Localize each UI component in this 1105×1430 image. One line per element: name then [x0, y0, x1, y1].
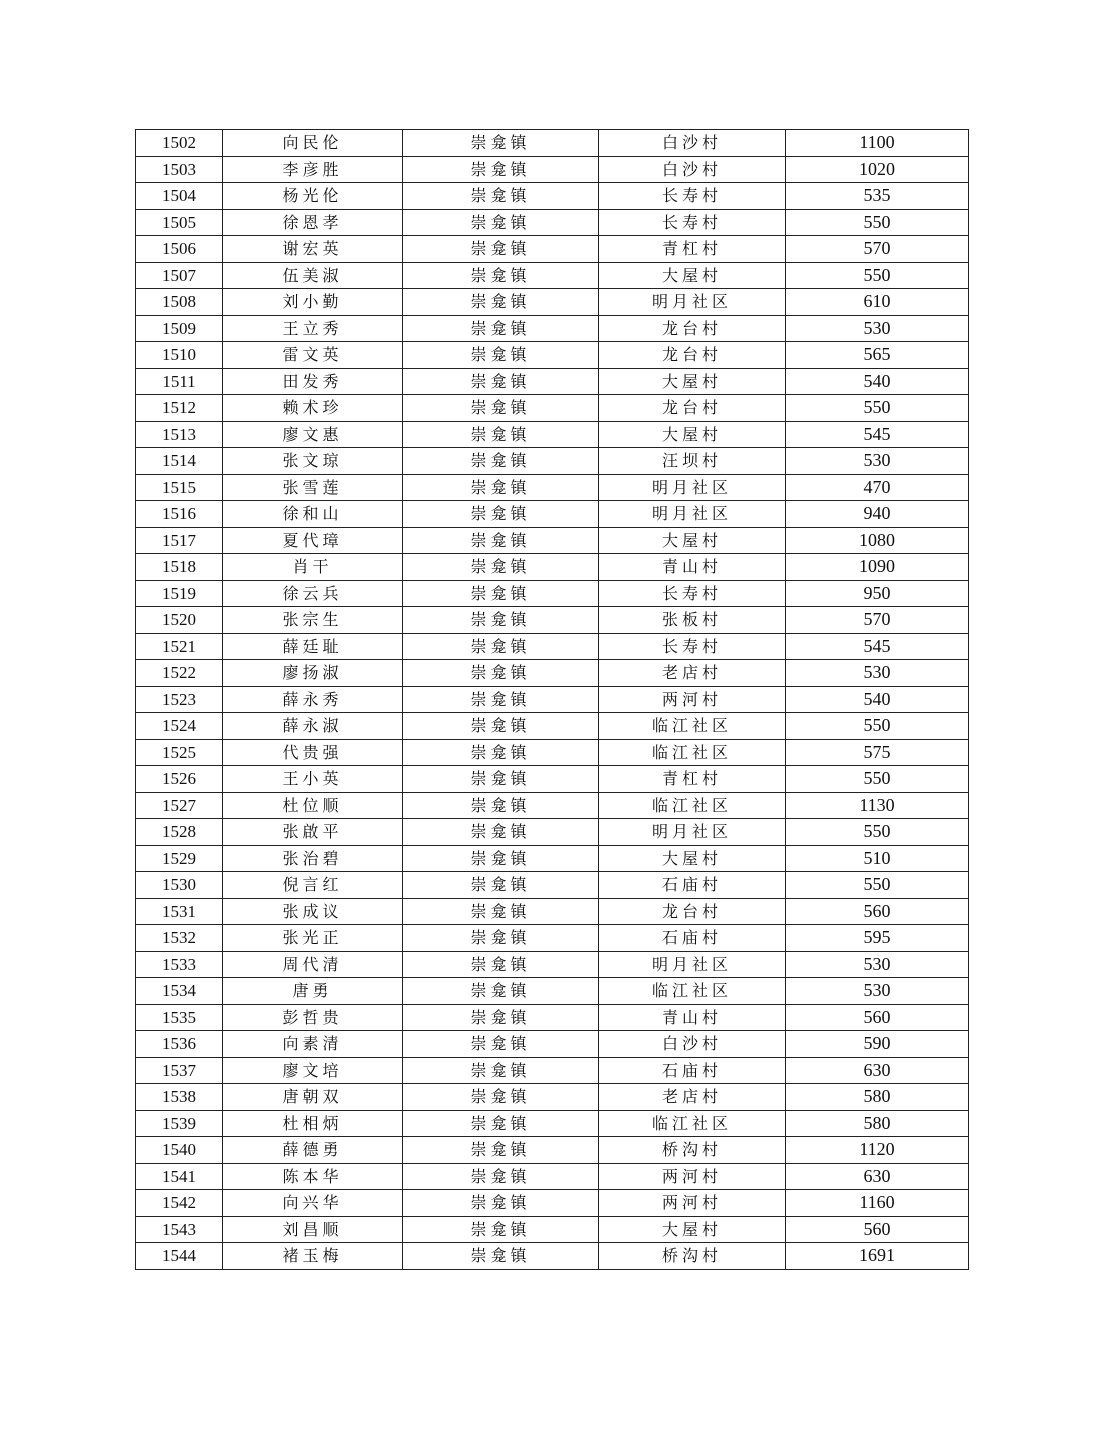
village-cell: 青杠村 — [599, 766, 786, 793]
record-number-cell: 1521 — [136, 633, 223, 660]
amount-cell: 530 — [786, 660, 969, 687]
name-cell: 陈本华 — [223, 1163, 403, 1190]
records-table — [135, 129, 969, 1270]
town-cell: 崇龛镇 — [403, 501, 599, 528]
name-cell: 廖文培 — [223, 1057, 403, 1084]
amount-cell: 630 — [786, 1163, 969, 1190]
name-cell: 唐勇 — [223, 978, 403, 1005]
amount-cell: 560 — [786, 898, 969, 925]
record-number-cell: 1536 — [136, 1031, 223, 1058]
town-cell: 崇龛镇 — [403, 1190, 599, 1217]
name-cell: 向兴华 — [223, 1190, 403, 1217]
amount-cell: 550 — [786, 713, 969, 740]
name-cell: 向民伦 — [223, 130, 403, 157]
amount-cell: 565 — [786, 342, 969, 369]
amount-cell: 610 — [786, 289, 969, 316]
record-number-cell: 1509 — [136, 315, 223, 342]
town-cell: 崇龛镇 — [403, 1243, 599, 1270]
amount-cell: 1080 — [786, 527, 969, 554]
record-number-cell: 1544 — [136, 1243, 223, 1270]
town-cell: 崇龛镇 — [403, 395, 599, 422]
village-cell: 大屋村 — [599, 845, 786, 872]
table-row — [136, 819, 969, 846]
table-row — [136, 766, 969, 793]
village-cell: 两河村 — [599, 686, 786, 713]
town-cell: 崇龛镇 — [403, 872, 599, 899]
record-number-cell: 1526 — [136, 766, 223, 793]
town-cell: 崇龛镇 — [403, 289, 599, 316]
town-cell: 崇龛镇 — [403, 951, 599, 978]
amount-cell: 550 — [786, 209, 969, 236]
town-cell: 崇龛镇 — [403, 1031, 599, 1058]
name-cell: 杜相炳 — [223, 1110, 403, 1137]
record-number-cell: 1518 — [136, 554, 223, 581]
table-row — [136, 421, 969, 448]
name-cell: 徐恩孝 — [223, 209, 403, 236]
town-cell: 崇龛镇 — [403, 130, 599, 157]
table-row — [136, 951, 969, 978]
record-number-cell: 1528 — [136, 819, 223, 846]
amount-cell: 550 — [786, 766, 969, 793]
amount-cell: 570 — [786, 607, 969, 634]
name-cell: 唐朝双 — [223, 1084, 403, 1111]
name-cell: 谢宏英 — [223, 236, 403, 263]
amount-cell: 545 — [786, 421, 969, 448]
table-row — [136, 554, 969, 581]
town-cell: 崇龛镇 — [403, 845, 599, 872]
table-row — [136, 898, 969, 925]
village-cell: 石庙村 — [599, 1057, 786, 1084]
name-cell: 薛永淑 — [223, 713, 403, 740]
table-row — [136, 1084, 969, 1111]
records-table-body — [136, 130, 969, 1270]
town-cell: 崇龛镇 — [403, 1216, 599, 1243]
name-cell: 刘小勤 — [223, 289, 403, 316]
table-row — [136, 395, 969, 422]
village-cell: 大屋村 — [599, 421, 786, 448]
village-cell: 青杠村 — [599, 236, 786, 263]
record-number-cell: 1506 — [136, 236, 223, 263]
village-cell: 大屋村 — [599, 368, 786, 395]
table-row — [136, 1216, 969, 1243]
table-row — [136, 236, 969, 263]
table-row — [136, 342, 969, 369]
amount-cell: 530 — [786, 978, 969, 1005]
table-row — [136, 1243, 969, 1270]
village-cell: 临江社区 — [599, 1110, 786, 1137]
table-row — [136, 130, 969, 157]
name-cell: 张成议 — [223, 898, 403, 925]
table-row — [136, 1137, 969, 1164]
name-cell: 张光正 — [223, 925, 403, 952]
record-number-cell: 1529 — [136, 845, 223, 872]
name-cell: 廖文惠 — [223, 421, 403, 448]
record-number-cell: 1505 — [136, 209, 223, 236]
record-number-cell: 1523 — [136, 686, 223, 713]
village-cell: 临江社区 — [599, 978, 786, 1005]
village-cell: 青山村 — [599, 1004, 786, 1031]
name-cell: 杜位顺 — [223, 792, 403, 819]
record-number-cell: 1520 — [136, 607, 223, 634]
village-cell: 两河村 — [599, 1163, 786, 1190]
table-row — [136, 315, 969, 342]
name-cell: 张文琼 — [223, 448, 403, 475]
record-number-cell: 1510 — [136, 342, 223, 369]
town-cell: 崇龛镇 — [403, 1110, 599, 1137]
name-cell: 向素清 — [223, 1031, 403, 1058]
town-cell: 崇龛镇 — [403, 739, 599, 766]
table-row — [136, 1057, 969, 1084]
record-number-cell: 1525 — [136, 739, 223, 766]
name-cell: 王立秀 — [223, 315, 403, 342]
town-cell: 崇龛镇 — [403, 1084, 599, 1111]
amount-cell: 470 — [786, 474, 969, 501]
name-cell: 薛永秀 — [223, 686, 403, 713]
record-number-cell: 1502 — [136, 130, 223, 157]
table-row — [136, 633, 969, 660]
town-cell: 崇龛镇 — [403, 792, 599, 819]
table-row — [136, 978, 969, 1005]
record-number-cell: 1517 — [136, 527, 223, 554]
name-cell: 薛廷耻 — [223, 633, 403, 660]
record-number-cell: 1504 — [136, 183, 223, 210]
village-cell: 临江社区 — [599, 792, 786, 819]
town-cell: 崇龛镇 — [403, 686, 599, 713]
town-cell: 崇龛镇 — [403, 448, 599, 475]
village-cell: 龙台村 — [599, 342, 786, 369]
table-row — [136, 580, 969, 607]
town-cell: 崇龛镇 — [403, 925, 599, 952]
amount-cell: 560 — [786, 1004, 969, 1031]
village-cell: 龙台村 — [599, 898, 786, 925]
name-cell: 徐和山 — [223, 501, 403, 528]
amount-cell: 530 — [786, 315, 969, 342]
record-number-cell: 1527 — [136, 792, 223, 819]
record-number-cell: 1531 — [136, 898, 223, 925]
town-cell: 崇龛镇 — [403, 183, 599, 210]
village-cell: 临江社区 — [599, 739, 786, 766]
name-cell: 周代清 — [223, 951, 403, 978]
amount-cell: 530 — [786, 951, 969, 978]
record-number-cell: 1541 — [136, 1163, 223, 1190]
table-row — [136, 1163, 969, 1190]
name-cell: 杨光伦 — [223, 183, 403, 210]
table-row — [136, 448, 969, 475]
record-number-cell: 1540 — [136, 1137, 223, 1164]
table-row — [136, 368, 969, 395]
town-cell: 崇龛镇 — [403, 1163, 599, 1190]
village-cell: 石庙村 — [599, 925, 786, 952]
name-cell: 薛德勇 — [223, 1137, 403, 1164]
town-cell: 崇龛镇 — [403, 660, 599, 687]
table-row — [136, 262, 969, 289]
amount-cell: 950 — [786, 580, 969, 607]
amount-cell: 1160 — [786, 1190, 969, 1217]
table-row — [136, 474, 969, 501]
village-cell: 长寿村 — [599, 209, 786, 236]
name-cell: 田发秀 — [223, 368, 403, 395]
name-cell: 雷文英 — [223, 342, 403, 369]
amount-cell: 1090 — [786, 554, 969, 581]
amount-cell: 550 — [786, 262, 969, 289]
record-number-cell: 1519 — [136, 580, 223, 607]
amount-cell: 540 — [786, 368, 969, 395]
name-cell: 代贵强 — [223, 739, 403, 766]
amount-cell: 1100 — [786, 130, 969, 157]
town-cell: 崇龛镇 — [403, 554, 599, 581]
record-number-cell: 1530 — [136, 872, 223, 899]
name-cell: 王小英 — [223, 766, 403, 793]
village-cell: 大屋村 — [599, 1216, 786, 1243]
table-row — [136, 925, 969, 952]
town-cell: 崇龛镇 — [403, 342, 599, 369]
village-cell: 白沙村 — [599, 1031, 786, 1058]
town-cell: 崇龛镇 — [403, 607, 599, 634]
table-row — [136, 660, 969, 687]
record-number-cell: 1532 — [136, 925, 223, 952]
village-cell: 大屋村 — [599, 262, 786, 289]
village-cell: 青山村 — [599, 554, 786, 581]
village-cell: 桥沟村 — [599, 1137, 786, 1164]
village-cell: 长寿村 — [599, 580, 786, 607]
town-cell: 崇龛镇 — [403, 1057, 599, 1084]
village-cell: 明月社区 — [599, 951, 786, 978]
record-number-cell: 1535 — [136, 1004, 223, 1031]
amount-cell: 540 — [786, 686, 969, 713]
record-number-cell: 1539 — [136, 1110, 223, 1137]
table-row — [136, 1004, 969, 1031]
amount-cell: 535 — [786, 183, 969, 210]
table-row — [136, 607, 969, 634]
table-row — [136, 527, 969, 554]
name-cell: 倪言红 — [223, 872, 403, 899]
village-cell: 明月社区 — [599, 501, 786, 528]
name-cell: 伍美淑 — [223, 262, 403, 289]
name-cell: 徐云兵 — [223, 580, 403, 607]
village-cell: 龙台村 — [599, 315, 786, 342]
table-row — [136, 739, 969, 766]
name-cell: 廖扬淑 — [223, 660, 403, 687]
town-cell: 崇龛镇 — [403, 633, 599, 660]
town-cell: 崇龛镇 — [403, 713, 599, 740]
table-row — [136, 209, 969, 236]
record-number-cell: 1512 — [136, 395, 223, 422]
amount-cell: 580 — [786, 1110, 969, 1137]
town-cell: 崇龛镇 — [403, 368, 599, 395]
village-cell: 龙台村 — [599, 395, 786, 422]
amount-cell: 1130 — [786, 792, 969, 819]
town-cell: 崇龛镇 — [403, 527, 599, 554]
table-row — [136, 183, 969, 210]
table-row — [136, 872, 969, 899]
village-cell: 临江社区 — [599, 713, 786, 740]
village-cell: 白沙村 — [599, 156, 786, 183]
village-cell: 明月社区 — [599, 474, 786, 501]
amount-cell: 940 — [786, 501, 969, 528]
table-row — [136, 501, 969, 528]
village-cell: 长寿村 — [599, 633, 786, 660]
amount-cell: 560 — [786, 1216, 969, 1243]
name-cell: 张雪莲 — [223, 474, 403, 501]
record-number-cell: 1513 — [136, 421, 223, 448]
village-cell: 汪坝村 — [599, 448, 786, 475]
amount-cell: 575 — [786, 739, 969, 766]
record-number-cell: 1503 — [136, 156, 223, 183]
village-cell: 长寿村 — [599, 183, 786, 210]
table-row — [136, 686, 969, 713]
town-cell: 崇龛镇 — [403, 1137, 599, 1164]
village-cell: 明月社区 — [599, 819, 786, 846]
record-number-cell: 1507 — [136, 262, 223, 289]
town-cell: 崇龛镇 — [403, 978, 599, 1005]
village-cell: 张板村 — [599, 607, 786, 634]
record-number-cell: 1538 — [136, 1084, 223, 1111]
town-cell: 崇龛镇 — [403, 474, 599, 501]
town-cell: 崇龛镇 — [403, 209, 599, 236]
amount-cell: 550 — [786, 819, 969, 846]
name-cell: 张啟平 — [223, 819, 403, 846]
name-cell: 刘昌顺 — [223, 1216, 403, 1243]
village-cell: 桥沟村 — [599, 1243, 786, 1270]
name-cell: 夏代璋 — [223, 527, 403, 554]
amount-cell: 530 — [786, 448, 969, 475]
town-cell: 崇龛镇 — [403, 580, 599, 607]
record-number-cell: 1508 — [136, 289, 223, 316]
record-number-cell: 1537 — [136, 1057, 223, 1084]
amount-cell: 590 — [786, 1031, 969, 1058]
name-cell: 彭哲贵 — [223, 1004, 403, 1031]
name-cell: 张治碧 — [223, 845, 403, 872]
town-cell: 崇龛镇 — [403, 819, 599, 846]
town-cell: 崇龛镇 — [403, 236, 599, 263]
record-number-cell: 1524 — [136, 713, 223, 740]
town-cell: 崇龛镇 — [403, 315, 599, 342]
village-cell: 大屋村 — [599, 527, 786, 554]
record-number-cell: 1522 — [136, 660, 223, 687]
name-cell: 李彦胜 — [223, 156, 403, 183]
village-cell: 老店村 — [599, 1084, 786, 1111]
table-row — [136, 1190, 969, 1217]
record-number-cell: 1534 — [136, 978, 223, 1005]
amount-cell: 1020 — [786, 156, 969, 183]
name-cell: 张宗生 — [223, 607, 403, 634]
town-cell: 崇龛镇 — [403, 898, 599, 925]
name-cell: 赖术珍 — [223, 395, 403, 422]
amount-cell: 630 — [786, 1057, 969, 1084]
record-number-cell: 1542 — [136, 1190, 223, 1217]
amount-cell: 570 — [786, 236, 969, 263]
amount-cell: 595 — [786, 925, 969, 952]
village-cell: 两河村 — [599, 1190, 786, 1217]
record-number-cell: 1511 — [136, 368, 223, 395]
amount-cell: 550 — [786, 872, 969, 899]
table-row — [136, 1110, 969, 1137]
amount-cell: 580 — [786, 1084, 969, 1111]
record-number-cell: 1515 — [136, 474, 223, 501]
town-cell: 崇龛镇 — [403, 421, 599, 448]
village-cell: 明月社区 — [599, 289, 786, 316]
name-cell: 褚玉梅 — [223, 1243, 403, 1270]
town-cell: 崇龛镇 — [403, 766, 599, 793]
village-cell: 白沙村 — [599, 130, 786, 157]
table-row — [136, 845, 969, 872]
table-row — [136, 156, 969, 183]
amount-cell: 1120 — [786, 1137, 969, 1164]
table-row — [136, 1031, 969, 1058]
amount-cell: 550 — [786, 395, 969, 422]
record-number-cell: 1514 — [136, 448, 223, 475]
table-row — [136, 792, 969, 819]
table-row — [136, 289, 969, 316]
town-cell: 崇龛镇 — [403, 156, 599, 183]
table-row — [136, 713, 969, 740]
name-cell: 肖干 — [223, 554, 403, 581]
town-cell: 崇龛镇 — [403, 262, 599, 289]
record-number-cell: 1516 — [136, 501, 223, 528]
amount-cell: 545 — [786, 633, 969, 660]
record-number-cell: 1533 — [136, 951, 223, 978]
town-cell: 崇龛镇 — [403, 1004, 599, 1031]
village-cell: 老店村 — [599, 660, 786, 687]
record-number-cell: 1543 — [136, 1216, 223, 1243]
amount-cell: 1691 — [786, 1243, 969, 1270]
amount-cell: 510 — [786, 845, 969, 872]
village-cell: 石庙村 — [599, 872, 786, 899]
